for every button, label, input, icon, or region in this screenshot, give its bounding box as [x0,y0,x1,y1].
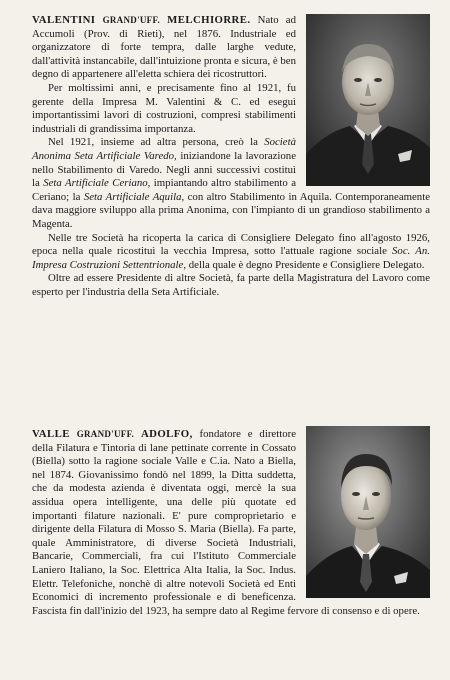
portrait-image-valle [306,426,430,598]
company-name: Soc. An. Impresa Costruzioni Settentrionale, [32,245,430,271]
closing-paragraph: Oltre ad essere Presidente di altre Società, fa parte della Magistratura del Lavoro come esperto per l'industria della Seta Artificiale. [32,272,430,298]
biography-entry-valentini [32,14,430,299]
text-run: Nelle tre Società ha ricoperta la carica di Consigliere Delegato fino all'agosto 1926, epoca nella quale ricostituì la vecchia Impresa, sotto l'attuale ragione sociale [32,231,430,258]
person-surname: VALENTINI [32,14,96,26]
text-run: Nel 1921, insieme ad altra persona, creò la [48,136,265,149]
company-name: Seta Artificiale Aquila, [83,190,185,203]
person-surname: VALLE [32,428,70,440]
honorific-title: GRAND'UFF. [102,15,160,25]
honorific-title: GRAND'UFF. [76,429,135,439]
portrait-photo-valle [306,426,430,598]
text-run: della quale è degno Presidente e Consigliere Delegato. [186,258,425,271]
biography-entry-valle [32,428,430,618]
company-name: Società Anonima Seta Artificiale Varedo, [32,136,296,162]
portrait-image-valentini [306,14,430,186]
person-firstname: MELCHIORRE. [167,14,251,26]
career-paragraph: Per moltissimi anni, e precisamente fino al 1921, fu gerente della Impresa M. Valentini & C. ed eseguì importantissimi lavori di costruzioni, compresi stabilimenti industriali di grandissima importanza. [32,81,296,135]
person-firstname: ADOLFO, [140,428,193,440]
portrait-photo-valentini [306,14,430,186]
text-run: iniziandone la lavorazione nello Stabilimento di Varedo. Negli anni successivi costituì la [32,149,296,190]
text-run: con altro Stabilimento in Aquila. Contemporaneamente dava maggiore sviluppo alla prima Anonima, con l'impianto di un grandioso stabilimento a Magenta. [32,190,430,230]
text-run: impiantando altro stabilimento a Ceriano; la [32,177,296,203]
biography-text: fondatore e direttore della Filatura e Tintoria di lane pettinate corrente in Cossato (Biella) sotto la ragione sociale Valle e C.ia. Nato a Biella, nel 1874. Giovanissimo fondò nel 1899, la Ditta suddetta, che da modesta azienda è diventata oggi, mercè la sua assidua opera intelligente, una delle più quotate ed importanti filature nazionali. E' pure comproprietario e dirigente della Filatura di Mosso S. Maria (Biella). Fa parte, quale Amministratore, di diverse Società Industriali, Bancarie, Commerciali, fra cui l'Istituto Commerciale Laniero Italiano, la Soc. Elettrica Alta Italia, la Soc. Indus. Elettr. Telefoniche, nonchè di altre notevoli Società ed Enti Economici di incremento professionale e di beneficenza. Fascista fin dall'inizio del 1923, ha sempre dato al Regime fervore di consenso e di opere. [32,428,420,617]
roles-paragraph [32,232,430,273]
company-name: Seta Artificiale Ceriano, [43,177,151,190]
intro-text: Nato ad Accumoli (Prov. di Rieti), nel 1876. Industriale ed organizzatore di forte tempra, dalle larghe vedute, dall'attività instancabile, dall'intuizione pronta e sicura, è ben degno di appartenere all'eletta schiera dei ricostruttori. [32,14,296,81]
